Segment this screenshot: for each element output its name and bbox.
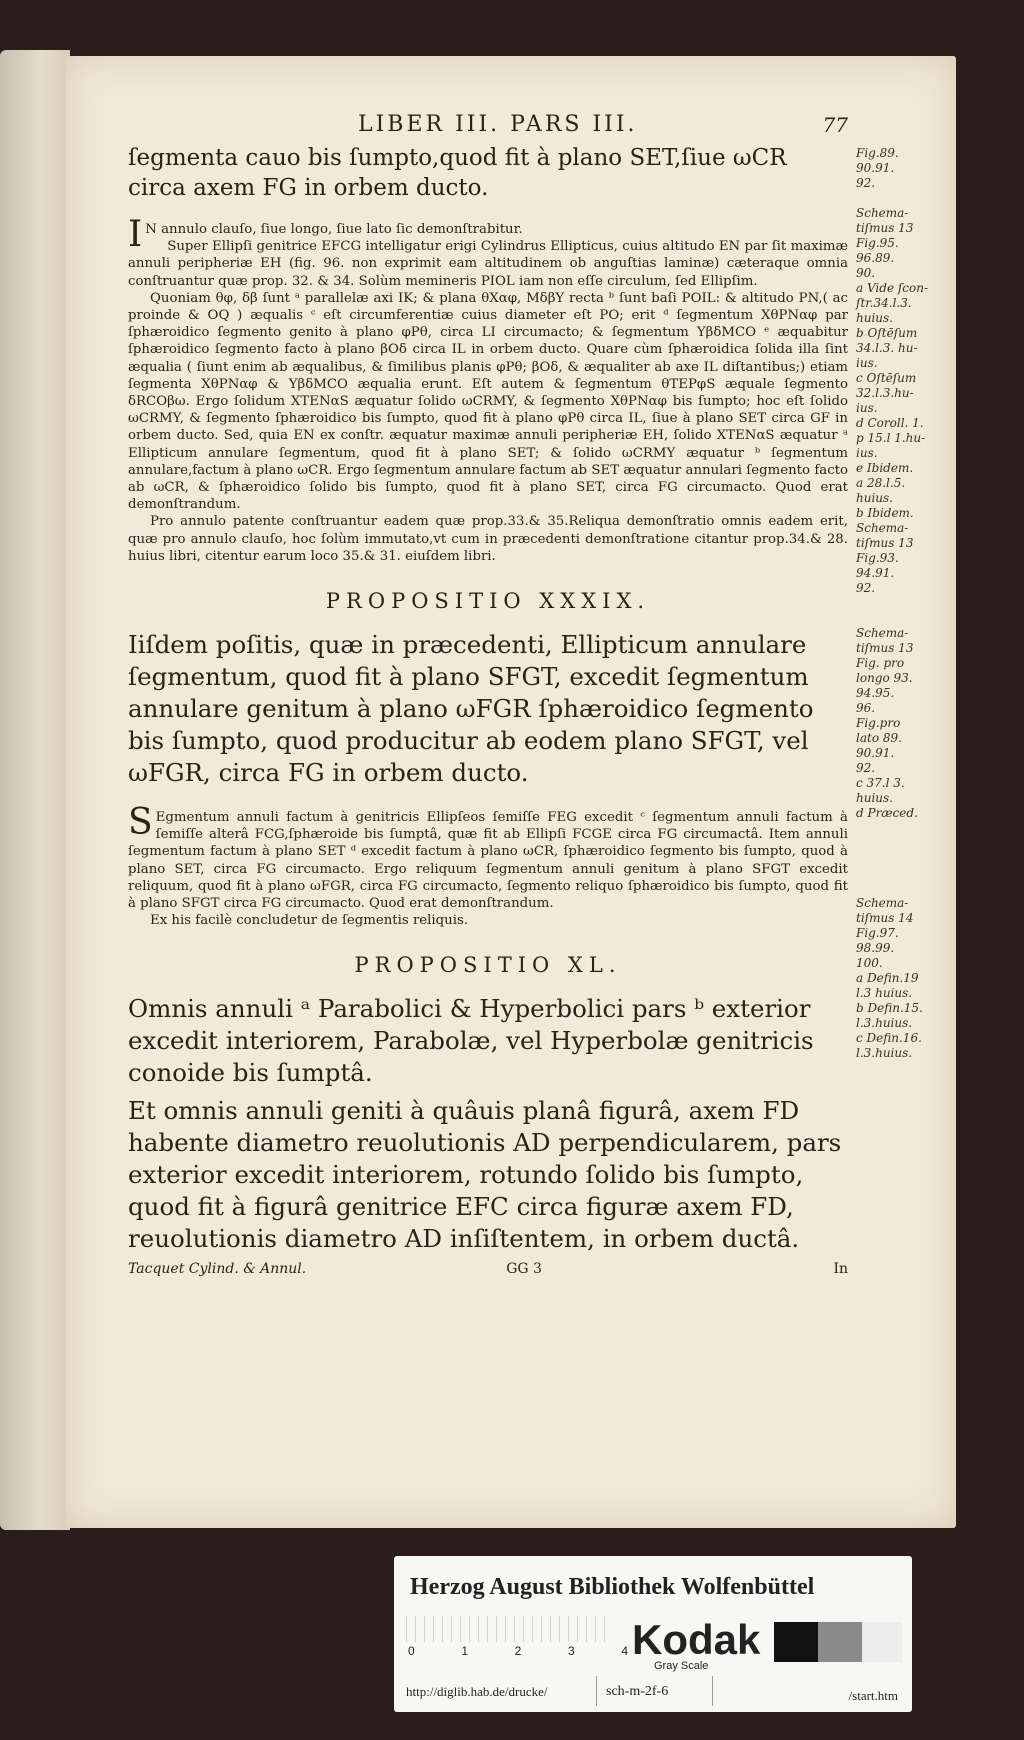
margin-note: Fig.97. <box>856 926 899 940</box>
margin-note: Fig.89. <box>856 146 899 160</box>
footer-title: Tacquet Cylind. & Annul. <box>128 1261 307 1278</box>
proof1-para-2: Super Ellipſi genitrice EFCG intelligatur erigi Cylindrus Ellipticus, cuius altitudo EN par ſit maximæ annuli peripheriæ EH (fig. 96. non exprimit eam altitudinem ob anguſtias laminæ) cæteraque omnia conſtruantur quæ prop. 32. & 34. Solùm memineris PIOL iam non eſſe circulum, ſed Ellipſim. <box>128 239 848 289</box>
margin-note: tiſmus 13 <box>856 221 914 235</box>
url-base: http://diglib.hab.de/drucke/ <box>406 1684 548 1699</box>
margin-note: 96. <box>856 701 876 715</box>
margin-note: ius. <box>856 446 878 460</box>
kodak-logo: Kodak <box>632 1616 761 1663</box>
margin-note <box>856 611 936 626</box>
gray-scale-label: Gray Scale <box>654 1660 709 1672</box>
margin-note: p 15.l 1.hu- <box>856 431 926 445</box>
margin-note: Fig.93. <box>856 551 899 565</box>
margin-note: Schema- <box>856 896 909 910</box>
margin-note: 90.91. <box>856 161 895 175</box>
margin-note <box>856 836 936 851</box>
proof1-para-1: I N annulo clauſo, ſiue longo, ſiue lato ſic demonſtrabitur. <box>128 214 523 255</box>
running-title: LIBER III. PARS III. <box>358 112 638 137</box>
margin-note: Schema- <box>856 626 909 640</box>
gray-scale-ruler <box>406 1616 606 1642</box>
prop40-statement-1: Omnis annuli ᵃ Parabolici & Hyperbolici pars ᵇ exterior excedit interiorem, Parabolæ, vel Hyperbolæ genitricis conoide bis ſumptâ. <box>128 994 814 1088</box>
margin-note: b Ibidem. <box>856 506 914 520</box>
margin-note: 98.99. <box>856 941 895 955</box>
margin-notes <box>856 146 936 1061</box>
white-patch <box>862 1622 902 1662</box>
margin-note: Fig. pro <box>856 656 905 670</box>
page-number: 77 <box>822 113 848 137</box>
margin-note: d Præced. <box>856 806 918 820</box>
margin-note: a Defin.19 <box>856 971 919 985</box>
catchword: In <box>833 1261 848 1278</box>
margin-note: tiſmus 13 <box>856 641 914 655</box>
margin-note: lato 89. <box>856 731 902 745</box>
drop-cap-s: S <box>128 802 153 844</box>
signature-mark: GG 3 <box>506 1261 542 1278</box>
margin-note: 90. <box>856 266 876 280</box>
scale-number: 1 <box>461 1644 469 1658</box>
divider <box>596 1676 597 1706</box>
scale-number: 0 <box>408 1644 415 1658</box>
margin-note <box>856 851 936 866</box>
prop39-corollary: Ex his facilè concludetur de ſegmentis reliquis. <box>150 913 469 929</box>
scale-number: 4 <box>621 1644 628 1658</box>
margin-note: 100. <box>856 956 883 970</box>
scale-number: 3 <box>567 1644 575 1658</box>
gray-patch <box>818 1622 862 1662</box>
prop40-title: PROPOSITIO XL. <box>354 953 622 978</box>
margin-note: 92. <box>856 581 876 595</box>
margin-note: d Coroll. 1. <box>856 416 924 430</box>
prop40-statement-2: Et omnis annuli geniti à quâuis planâ figurâ, axem FD habente diametro reuolutionis AD perpendicularem, pars exterior excedit interiorem, rotundo ſolido bis ſumpto, quod fit à figurâ genitrice EFC circa figuræ axem FD, reuolutionis diametro AD inſiſtentem, in orbem ductâ. <box>128 1096 842 1254</box>
margin-note: ius. <box>856 401 878 415</box>
proof1-para-4: Pro annulo patente conſtruantur eadem quæ prop.33.& 35.Reliqua demonſtratio omnis eadem erit, quæ pro annulo clauſo, hoc ſolùm immutato,vt cum in præcedenti demonſtratione citantur prop.34.& 28. huius libri, citentur earum loco 35.& 31. eiuſdem libri. <box>128 514 848 564</box>
prop39-title: PROPOSITIO XXXIX. <box>325 589 651 614</box>
margin-note: Schema- <box>856 521 909 535</box>
kodak-color-card <box>394 1556 912 1712</box>
scale-numbers <box>408 1644 628 1658</box>
margin-note: c Oſtēſum <box>856 371 917 385</box>
prop39-statement: Iiſdem poſitis, quæ in præcedenti, Ellipticum annulare ſegmentum, quod fit à plano SFGT, excedit ſegmentum annulare genitum à plano ωFGR ſphæroidico ſegmento bis ſumpto, quod producitur ab eodem plano SFGT, vel ωFGR, circa FG in orbem ducto. <box>128 630 814 788</box>
margin-note <box>856 881 936 896</box>
margin-note: 32.l.3.hu- <box>856 386 914 400</box>
margin-note: tiſmus 14 <box>856 911 914 925</box>
margin-note-list <box>856 146 936 1061</box>
margin-note: Schema- <box>856 206 909 220</box>
intro-text: ſegmenta cauo bis ſumpto,quod fit à plano SET,ſiue ωCR circa axem FG in orbem ducto. <box>128 145 787 201</box>
margin-note: c Defin.16. <box>856 1031 922 1045</box>
margin-note: Fig.95. <box>856 236 899 250</box>
margin-note: e Ibidem. <box>856 461 914 475</box>
margin-note: Fig.pro <box>856 716 901 730</box>
margin-note <box>856 596 936 611</box>
margin-note: a 28.l.5. <box>856 476 906 490</box>
proof1-para-3: Quoniam θφ, δβ ſunt ᵃ parallelæ axi IK; & plana θXαφ, MδβY recta ᵇ ſunt baſi POIL: & altitudo PN,( ac proinde & OQ ) æqualis ᶜ eſt circumferentiæ cuius diameter eſt PO; erit ᵈ ſegmentum XθPNαφ par ſphæroidico ſegmento genito à plano φPθ, circa LI circumacto; & ſegmentum YβδMCO ᵉ æquabitur ſphæroidico ſegmento facto à plano βOδ circa IL in orbem ducto. Quare cùm ſphæroidica ſolida illa ſint æqualia ( ſiunt enim ab æqualibus, & ſimilibus planis φPθ; βOδ, & æqualiter ab axe IL diſtantibus;) etiam ſegmenta XθPNαφ & YβδMCO æqualia erunt. Eſt autem & ſegmentum θTEPφS æquale ſegmento δRCOβω. Ergo ſolidum XTENαS æquatur ſolido ωCRMY, & ſegmento XθPNαφ bis ſumpto; hoc eſt ſolido ωCRMY, & ſegmento ſphæroidico bis ſumpto, quod fit à plano φPθ circa IL, ſiue à plano SET circa GF in orbem ducto. Sed, quia EN ex conſtr. æquatur maximæ annuli peripheriæ EH, ſolido XTENαS æquatur ᵃ Ellipticum annulare ſegmentum, quod fit à plano SET; & ſolido ωCRMY æquatur ᵇ ſegmentum annulare,factum à plano ωCR. Ergo ſegmentum annulare factum ab SET æquatur annulari ſegmento facto ab ωCR, & ſphæroidico ſolido bis ſumpto, quod fit à plano SET, circa FG circumacto. Quod erat demonſtrandum. <box>128 290 848 513</box>
margin-note: longo 93. <box>856 671 913 685</box>
page-footer <box>128 1261 848 1277</box>
margin-note: huius. <box>856 491 893 505</box>
margin-note: c 37.l 3. <box>856 776 905 790</box>
library-name: Herzog August Bibliothek Wolfenbüttel <box>410 1574 815 1600</box>
page-header <box>128 112 848 137</box>
black-patch <box>774 1622 818 1662</box>
margin-note: 92. <box>856 176 876 190</box>
margin-note: ius. <box>856 356 878 370</box>
divider <box>712 1676 713 1706</box>
margin-note <box>856 866 936 881</box>
margin-note: 96.89. <box>856 251 895 265</box>
shelfmark: sch-m-2f-6 <box>606 1684 669 1699</box>
facing-page-edge <box>0 50 70 1530</box>
book-page <box>66 56 956 1528</box>
prop39-proof: S Egmentum annuli factum à genitricis Ellipſeos ſemiſſe FEG excedit ᶜ ſegmentum annuli factum à ſemiſſe alterâ FCG,ſphæroide bis ſumptâ, quæ fit ab Ellipſi FCGE circa FG circumactâ. Item annuli ſegmentum factum à plano SET ᵈ excedit factum à plano ωCR, ſphæroidico ſegmento bis ſumpto, quod à plano SET, circa FG circumacto. Ergo reliquum ſegmentum annuli genitum à plano SFGT excedit reliquum, quod fit à plano ωFGR, circa FG circumacto, ſegmento reliquo ſphæroidico bis ſumpto, quod fit à plano SFGT circa FG circumacto. Quod erat demonſtrandum. <box>128 802 848 912</box>
margin-note: tiſmus 13 <box>856 536 914 550</box>
margin-note: a Vide ſcon- <box>856 281 929 295</box>
margin-note: l.3.huius. <box>856 1046 913 1060</box>
margin-note: l.3 huius. <box>856 986 913 1000</box>
margin-note: 90.91. <box>856 746 895 760</box>
drop-cap: I <box>128 214 143 255</box>
margin-note: ſtr.34.l.3. <box>856 296 912 310</box>
margin-note: l.3.huius. <box>856 1016 913 1030</box>
margin-note: b Defin.15. <box>856 1001 923 1015</box>
scale-number: 2 <box>514 1644 522 1658</box>
margin-note <box>856 821 936 836</box>
margin-note: 94.91. <box>856 566 895 580</box>
margin-note: 94.95. <box>856 686 895 700</box>
margin-note <box>856 191 936 206</box>
margin-note: b Oſtēſum <box>856 326 918 340</box>
margin-note: huius. <box>856 791 893 805</box>
margin-note: 92. <box>856 761 876 775</box>
page-text <box>128 112 848 1277</box>
url-page: /start.htm <box>848 1688 898 1703</box>
margin-note: 34.l.3. hu- <box>856 341 918 355</box>
margin-note: huius. <box>856 311 893 325</box>
